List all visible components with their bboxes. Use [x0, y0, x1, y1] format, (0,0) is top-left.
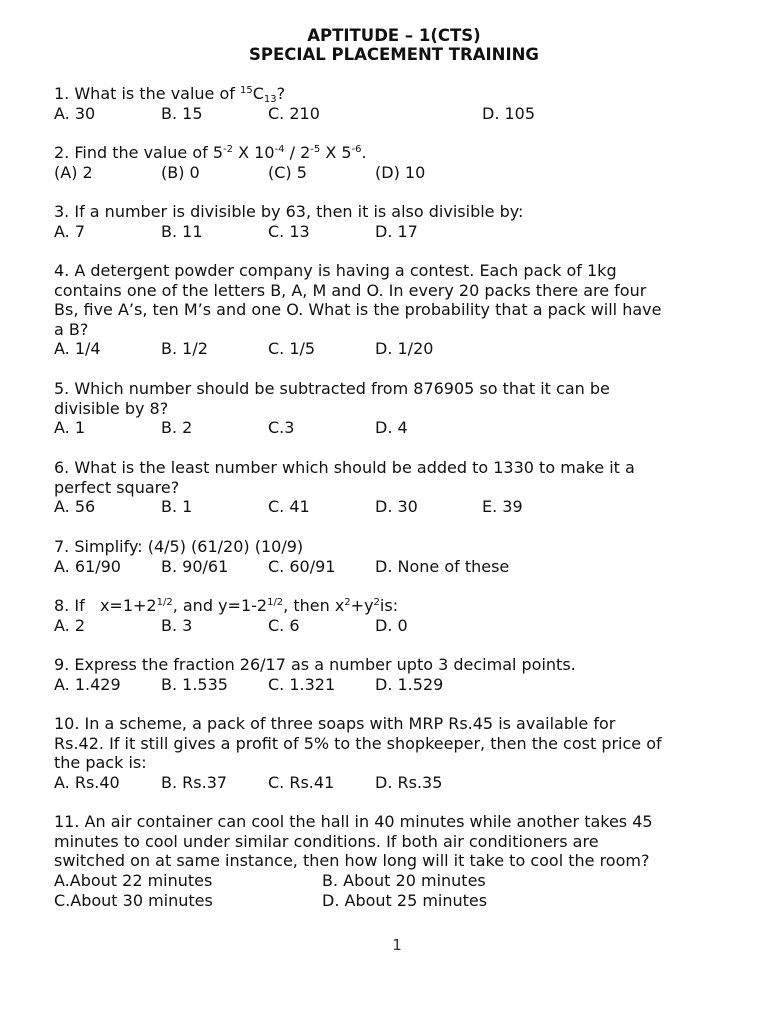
question-8	[54, 596, 744, 636]
option-a: A. 30	[54, 103, 96, 123]
option-c: (C) 5	[268, 162, 307, 182]
option-a: (A) 2	[54, 162, 93, 182]
question-4-stem-line-3: Bs, five A’s, ten M’s and one O. What is the probability that a pack will have	[54, 300, 662, 320]
question-4-options	[54, 339, 744, 359]
option-d: D. 30	[375, 497, 418, 517]
option-d: D. 105	[482, 103, 536, 123]
question-4	[54, 261, 744, 359]
question-6-stem-line-2: perfect square?	[54, 477, 180, 497]
option-b: B. 2	[161, 418, 193, 438]
option-c: C.3	[268, 418, 295, 438]
option-b: B. 1/2	[161, 339, 208, 359]
document-title: APTITUDE – 1(CTS)	[307, 26, 481, 45]
option-b: B. 1.535	[161, 674, 228, 694]
question-2-options	[54, 163, 744, 183]
option-d: D. 0	[375, 615, 408, 635]
question-8-options	[54, 616, 744, 636]
option-b: B. 15	[161, 103, 203, 123]
question-3	[54, 202, 744, 242]
question-10-options	[54, 773, 744, 793]
option-d: (D) 10	[375, 162, 426, 182]
question-2-stem: 2. Find the value of $5^{-2}$ X $10^{-4} / 2^{-5}$ X $5^{-6}$.	[54, 143, 367, 162]
option-b: B. Rs.37	[161, 772, 228, 792]
question-11	[54, 812, 744, 911]
option-d: D. None of these	[375, 556, 510, 576]
option-d: D. 1/20	[375, 339, 434, 359]
question-9-options	[54, 675, 744, 695]
question-3-stem: 3. If a number is divisible by 63, then it is also divisible by:	[54, 202, 524, 221]
option-c: C.About 30 minutes	[54, 890, 213, 910]
option-a: A. 61/90	[54, 556, 121, 576]
option-a: A. 7	[54, 221, 86, 241]
option-d: D. Rs.35	[375, 772, 443, 792]
question-4-stem-line-2: contains one of the letters B, A, M and O. In every 20 packs there are four	[54, 280, 647, 300]
option-c: C. 6	[268, 615, 300, 635]
question-1	[54, 84, 744, 124]
question-6-options	[54, 497, 744, 517]
question-1-options	[54, 104, 744, 124]
option-b: B. 11	[161, 221, 203, 241]
question-10-stem-line-2: Rs.42. If it still gives a profit of 5% to the shopkeeper, then the cost price of	[54, 733, 662, 753]
option-c: C. 1.321	[268, 674, 336, 694]
page-number: 1	[392, 936, 402, 954]
question-6-stem-line-1: 6. What is the least number which should be added to 1330 to make it a	[54, 458, 635, 477]
question-11-options-row-2	[54, 891, 744, 911]
option-a: A. 1.429	[54, 674, 121, 694]
option-a: A. 1	[54, 418, 86, 438]
question-10	[54, 714, 744, 793]
option-a: A. 56	[54, 497, 96, 517]
question-10-stem-line-1: 10. In a scheme, a pack of three soaps with MRP Rs.45 is available for	[54, 714, 616, 733]
question-8-stem: 8. If $x=1+2^{1/2}$, and $y=1-2^{1/2}$, then $x^2+y^2is$:	[54, 596, 399, 615]
option-e: E. 39	[482, 497, 523, 517]
question-4-stem-line-1: 4. A detergent powder company is having a contest. Each pack of 1kg	[54, 261, 617, 280]
option-c: C. 60/91	[268, 556, 336, 576]
option-a: A. Rs.40	[54, 772, 120, 792]
option-c: C. 210	[268, 103, 320, 123]
option-b: B. 1	[161, 497, 193, 517]
option-b: B. 3	[161, 615, 193, 635]
question-10-stem-line-3: the pack is:	[54, 753, 147, 773]
question-9	[54, 655, 744, 695]
question-5-stem-line-2: divisible by 8?	[54, 398, 169, 418]
option-d: D. 1.529	[375, 674, 444, 694]
question-7	[54, 537, 744, 577]
question-11-stem-line-1: 11. An air container can cool the hall in 40 minutes while another takes 45	[54, 812, 653, 831]
question-5-options	[54, 418, 744, 438]
option-b: B. 90/61	[161, 556, 229, 576]
option-a: A. 1/4	[54, 339, 101, 359]
option-a: A.About 22 minutes	[54, 870, 213, 890]
option-c: C. 13	[268, 221, 310, 241]
question-1-stem: 1. What is the value of $^{15}C_{13}$?	[54, 84, 286, 105]
option-c: C. 41	[268, 497, 310, 517]
question-7-stem: 7. Simplify: (4/5) (61/20) (10/9)	[54, 537, 304, 556]
question-11-stem-line-3: switched on at same instance, then how long will it take to cool the room?	[54, 851, 650, 871]
question-4-stem-line-4: a B?	[54, 319, 89, 339]
question-5	[54, 379, 744, 438]
option-b: (B) 0	[161, 162, 200, 182]
question-3-options	[54, 222, 744, 242]
question-7-options	[54, 557, 744, 577]
question-11-stem-line-2: minutes to cool under similar conditions. If both air conditioners are	[54, 831, 599, 851]
option-c: C. Rs.41	[268, 772, 335, 792]
option-a: A. 2	[54, 615, 86, 635]
document-subtitle: SPECIAL PLACEMENT TRAINING	[249, 45, 539, 64]
option-d: D. About 25 minutes	[322, 890, 488, 910]
option-d: D. 4	[375, 418, 408, 438]
option-d: D. 17	[375, 221, 418, 241]
question-11-options-row-1	[54, 871, 744, 891]
question-6	[54, 458, 744, 517]
option-c: C. 1/5	[268, 339, 316, 359]
question-2	[54, 143, 744, 183]
option-b: B. About 20 minutes	[322, 870, 486, 890]
question-5-stem-line-1: 5. Which number should be subtracted from 876905 so that it can be	[54, 379, 610, 398]
question-9-stem: 9. Express the fraction 26/17 as a number upto 3 decimal points.	[54, 655, 576, 674]
